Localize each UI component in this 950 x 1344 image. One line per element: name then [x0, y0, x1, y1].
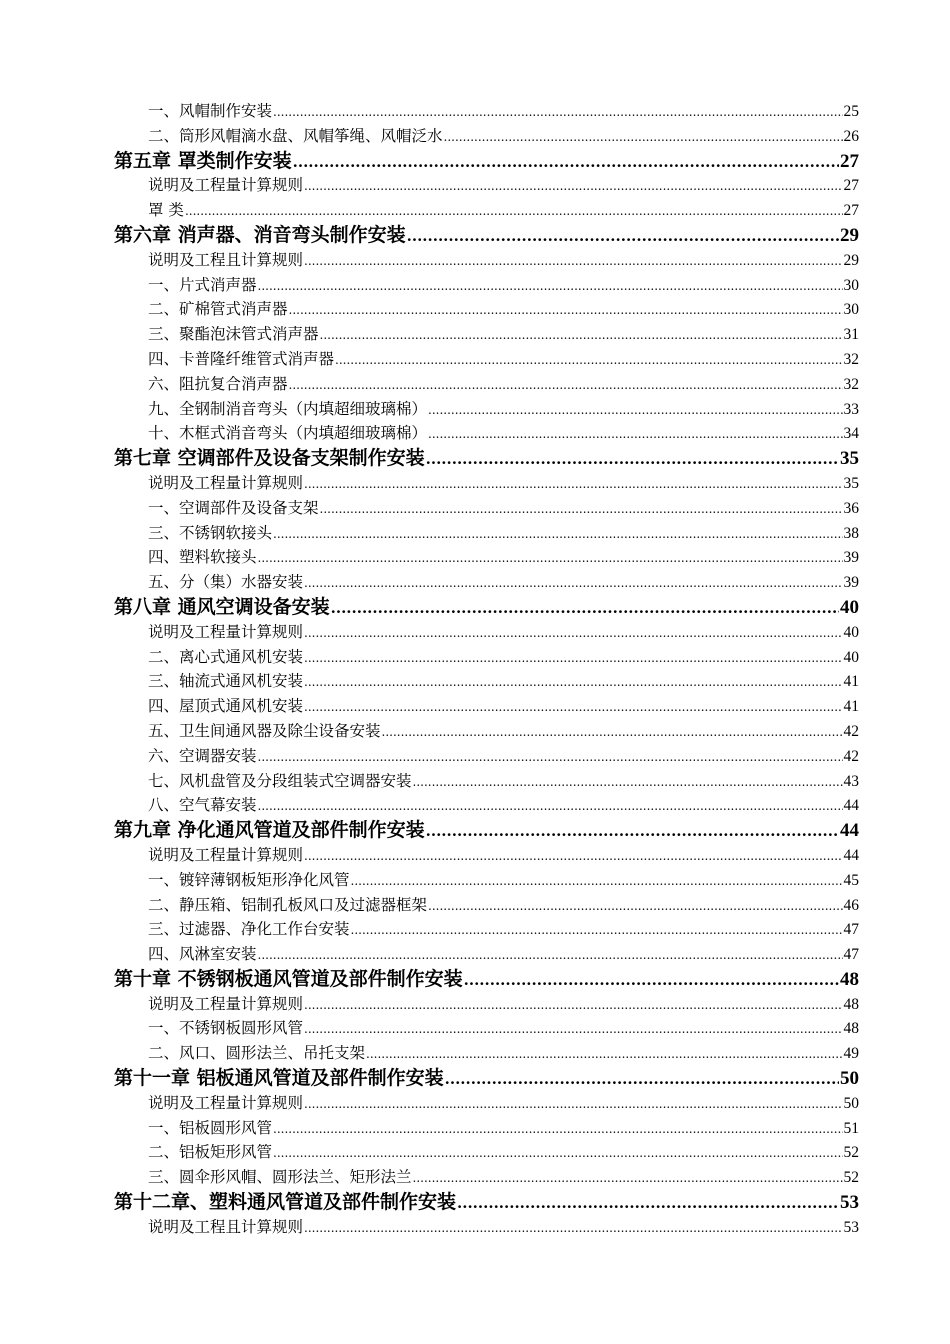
toc-section-entry[interactable]: [114, 793, 859, 818]
toc-section-entry[interactable]: [114, 893, 859, 918]
toc-section-entry[interactable]: [114, 521, 859, 546]
toc-page-number: 44: [843, 846, 859, 864]
toc-dot-leader: [335, 348, 842, 372]
toc-entry-title: 一、空调部件及设备支架: [148, 498, 319, 517]
toc-entry-title: 三、聚酯泡沫管式消声器: [148, 325, 319, 344]
toc-entry-title: 六、阻抗复合消声器: [148, 374, 288, 393]
toc-dot-leader: [413, 770, 843, 794]
toc-section-entry[interactable]: [114, 1041, 859, 1066]
toc-entry-title: 七、风机盘管及分段组装式空调器安装: [148, 771, 412, 790]
toc-section-entry[interactable]: [114, 570, 859, 595]
toc-dot-leader: [304, 844, 842, 868]
toc-section-entry[interactable]: [114, 620, 859, 645]
toc-dot-leader: [464, 968, 839, 992]
toc-entry-title: 一、镀锌薄钢板矩形净化风管: [148, 870, 350, 889]
toc-page-number: 53: [843, 1218, 859, 1236]
toc-entry-title: 说明及工程量计算规则: [148, 473, 304, 492]
toc-chapter-entry[interactable]: [114, 446, 859, 471]
toc-dot-leader: [407, 224, 839, 248]
toc-page-number: 44: [843, 797, 859, 815]
toc-dot-leader: [351, 918, 843, 942]
toc-page-number: 30: [843, 276, 859, 294]
toc-page-number: 29: [843, 251, 859, 269]
toc-section-entry[interactable]: [114, 769, 859, 794]
toc-page-number: 35: [840, 448, 859, 470]
toc-page-number: 47: [843, 946, 859, 964]
toc-section-entry[interactable]: [114, 173, 859, 198]
toc-page-number: 25: [843, 103, 859, 120]
toc-entry-title: 第十一章 铝板通风管道及部件制作安装: [114, 1067, 444, 1090]
toc-dot-leader: [273, 1117, 842, 1141]
toc-section-entry[interactable]: [114, 372, 859, 397]
toc-dot-leader: [382, 720, 843, 744]
toc-entry-title: 说明及工程量计算规则: [148, 622, 304, 641]
toc-section-entry[interactable]: [114, 248, 859, 273]
toc-page-number: 36: [843, 499, 859, 517]
toc-page-number: 35: [843, 474, 859, 492]
toc-entry-title: 二、离心式通风机安装: [148, 647, 304, 666]
toc-dot-leader: [331, 596, 839, 620]
toc-section-entry[interactable]: [114, 1091, 859, 1116]
toc-page-number: 41: [843, 698, 859, 716]
toc-page-number: 45: [843, 871, 859, 889]
toc-section-entry[interactable]: [114, 99, 859, 124]
toc-dot-leader: [304, 695, 842, 719]
toc-entry-title: 三、过滤器、净化工作台安装: [148, 920, 350, 939]
toc-dot-leader: [444, 125, 843, 149]
toc-page-number: 33: [843, 400, 859, 418]
toc-entry-title: 第九章 净化通风管道及部件制作安装: [114, 819, 425, 842]
toc-section-entry[interactable]: [114, 198, 859, 223]
toc-section-entry[interactable]: [114, 1140, 859, 1165]
toc-page-number: 50: [840, 1068, 859, 1090]
toc-page-number: 34: [843, 425, 859, 443]
toc-dot-leader: [320, 323, 843, 347]
toc-entry-title: 第八章 通风空调设备安装: [114, 595, 330, 618]
toc-dot-leader: [304, 249, 842, 273]
toc-page-number: 51: [843, 1119, 859, 1137]
toc-entry-title: 说明及工程且计算规则: [148, 1217, 304, 1236]
toc-section-entry[interactable]: [114, 868, 859, 893]
toc-dot-leader: [258, 274, 843, 298]
toc-section-entry[interactable]: [114, 545, 859, 570]
toc-dot-leader: [304, 1017, 842, 1041]
toc-page-number: 40: [840, 596, 859, 618]
table-of-contents: [114, 99, 859, 1240]
toc-entry-title: 说明及工程量计算规则: [148, 1093, 304, 1112]
toc-dot-leader: [426, 447, 839, 471]
toc-entry-title: 五、卫生间通风器及除尘设备安装: [148, 721, 381, 740]
toc-section-entry[interactable]: [114, 694, 859, 719]
toc-entry-title: 四、卡普隆纤维管式消声器: [148, 349, 335, 368]
toc-section-entry[interactable]: [114, 1215, 859, 1240]
toc-entry-title: 一、不锈钢板圆形风管: [148, 1019, 304, 1038]
toc-entry-title: 三、不锈钢软接头: [148, 523, 273, 542]
toc-page-number: 50: [843, 1094, 859, 1112]
toc-section-entry[interactable]: [114, 917, 859, 942]
toc-entry-title: 二、静压箱、铝制孔板风口及过滤器框架: [148, 895, 428, 914]
toc-dot-leader: [426, 819, 839, 843]
toc-page-number: 52: [843, 1169, 859, 1187]
toc-page-number: 42: [843, 747, 859, 765]
toc-entry-title: 八、空气幕安装: [148, 796, 257, 815]
toc-entry-title: 三、轴流式通风机安装: [148, 672, 304, 691]
toc-page-number: 41: [843, 673, 859, 691]
toc-section-entry[interactable]: [114, 1116, 859, 1141]
toc-page-number: 38: [843, 524, 859, 542]
toc-section-entry[interactable]: [114, 992, 859, 1017]
toc-entry-title: 一、风帽制作安装: [148, 102, 273, 120]
toc-dot-leader: [366, 1042, 842, 1066]
toc-entry-title: 说明及工程量计算规则: [148, 845, 304, 864]
toc-section-entry[interactable]: [114, 744, 859, 769]
toc-dot-leader: [273, 1141, 842, 1165]
toc-dot-leader: [273, 522, 842, 546]
toc-dot-leader: [304, 670, 842, 694]
toc-dot-leader: [304, 1216, 842, 1240]
toc-page-number: 48: [840, 968, 859, 990]
toc-dot-leader: [293, 150, 839, 174]
toc-dot-leader: [258, 745, 843, 769]
toc-section-entry[interactable]: [114, 297, 859, 322]
toc-section-entry[interactable]: [114, 322, 859, 347]
toc-entry-title: 第十章 不锈钢板通风管道及部件制作安装: [114, 967, 463, 990]
toc-dot-leader: [304, 993, 842, 1017]
toc-page-number: 49: [843, 1045, 859, 1063]
toc-entry-title: 第十二章、塑料通风管道及部件制作安装: [114, 1191, 457, 1214]
toc-dot-leader: [304, 621, 842, 645]
toc-dot-leader: [258, 943, 843, 967]
toc-page-number: 32: [843, 350, 859, 368]
toc-chapter-entry[interactable]: [114, 1066, 859, 1091]
toc-entry-title: 一、片式消声器: [148, 275, 257, 294]
toc-entry-title: 二、矿棉管式消声器: [148, 300, 288, 319]
toc-section-entry[interactable]: [114, 669, 859, 694]
toc-entry-title: 说明及工程且计算规则: [148, 250, 304, 269]
toc-dot-leader: [304, 646, 842, 670]
toc-chapter-entry[interactable]: [114, 595, 859, 620]
toc-chapter-entry[interactable]: [114, 1190, 859, 1215]
toc-dot-leader: [428, 398, 842, 422]
toc-page-number: 27: [840, 150, 859, 172]
toc-page-number: 27: [843, 202, 859, 220]
toc-entry-title: 二、铝板矩形风管: [148, 1143, 273, 1162]
toc-dot-leader: [304, 472, 842, 496]
toc-section-entry[interactable]: [114, 471, 859, 496]
toc-page-number: 29: [840, 224, 859, 246]
toc-chapter-entry[interactable]: [114, 818, 859, 843]
toc-entry-title: 第七章 空调部件及设备支架制作安装: [114, 447, 425, 470]
toc-page-number: 32: [843, 375, 859, 393]
toc-section-entry[interactable]: [114, 347, 859, 372]
toc-dot-leader: [289, 298, 843, 322]
toc-page-number: 27: [843, 177, 859, 195]
toc-page-number: 42: [843, 722, 859, 740]
toc-section-entry[interactable]: [114, 1016, 859, 1041]
toc-page-number: 40: [843, 648, 859, 666]
toc-dot-leader: [445, 1067, 839, 1091]
toc-page-number: 47: [843, 921, 859, 939]
toc-page-number: 46: [843, 896, 859, 914]
toc-section-entry[interactable]: [114, 843, 859, 868]
toc-section-entry[interactable]: [114, 496, 859, 521]
toc-section-entry[interactable]: [114, 1165, 859, 1190]
toc-dot-leader: [273, 100, 842, 124]
toc-entry-title: 五、分（集）水器安装: [148, 573, 304, 592]
toc-page-number: 48: [843, 995, 859, 1013]
toc-page-number: 31: [843, 326, 859, 344]
toc-section-entry[interactable]: [114, 397, 859, 422]
toc-entry-title: 说明及工程量计算规则: [148, 994, 304, 1013]
toc-entry-title: 第六章 消声器、消音弯头制作安装: [114, 223, 406, 246]
toc-entry-title: 二、筒形风帽滴水盘、风帽筝绳、风帽泛水: [148, 126, 443, 145]
toc-page-number: 39: [843, 549, 859, 567]
toc-section-entry[interactable]: [114, 645, 859, 670]
toc-entry-title: 罩 类: [148, 201, 184, 220]
toc-entry-title: 一、铝板圆形风管: [148, 1118, 273, 1137]
toc-chapter-entry[interactable]: [114, 149, 859, 174]
toc-entry-title: 四、屋顶式通风机安装: [148, 697, 304, 716]
toc-entry-title: 九、全钢制消音弯头（内填超细玻璃棉）: [148, 399, 428, 418]
toc-section-entry[interactable]: [114, 942, 859, 967]
toc-dot-leader: [258, 794, 843, 818]
toc-section-entry[interactable]: [114, 124, 859, 149]
toc-dot-leader: [428, 894, 842, 918]
toc-dot-leader: [320, 497, 843, 521]
toc-dot-leader: [258, 546, 843, 570]
toc-page-number: 30: [843, 301, 859, 319]
toc-entry-title: 十、木框式消音弯头（内填超细玻璃棉）: [148, 424, 428, 443]
toc-entry-title: 二、风口、圆形法兰、吊托支架: [148, 1044, 366, 1063]
toc-page-number: 39: [843, 574, 859, 592]
toc-section-entry[interactable]: [114, 719, 859, 744]
toc-page-number: 43: [843, 772, 859, 790]
toc-dot-leader: [413, 1166, 843, 1190]
toc-dot-leader: [428, 422, 842, 446]
toc-page-number: 44: [840, 820, 859, 842]
toc-entry-title: 六、空调器安装: [148, 746, 257, 765]
toc-entry-title: 三、圆伞形风帽、圆形法兰、矩形法兰: [148, 1168, 412, 1187]
toc-chapter-entry[interactable]: [114, 223, 859, 248]
toc-dot-leader: [304, 1092, 842, 1116]
toc-entry-title: 说明及工程量计算规则: [148, 176, 304, 195]
toc-section-entry[interactable]: [114, 421, 859, 446]
toc-chapter-entry[interactable]: [114, 967, 859, 992]
toc-entry-title: 第五章 罩类制作安装: [114, 149, 292, 172]
toc-entry-title: 四、风淋室安装: [148, 945, 257, 964]
toc-page-number: 53: [840, 1192, 859, 1214]
toc-section-entry[interactable]: [114, 273, 859, 298]
toc-page-number: 26: [843, 127, 859, 145]
toc-dot-leader: [457, 1191, 839, 1215]
toc-dot-leader: [304, 174, 842, 198]
toc-dot-leader: [289, 373, 843, 397]
toc-entry-title: 四、塑料软接头: [148, 548, 257, 567]
toc-dot-leader: [185, 199, 843, 223]
toc-page-number: 40: [843, 623, 859, 641]
toc-dot-leader: [351, 869, 843, 893]
toc-dot-leader: [304, 571, 842, 595]
toc-page-number: 48: [843, 1020, 859, 1038]
toc-page-number: 52: [843, 1144, 859, 1162]
